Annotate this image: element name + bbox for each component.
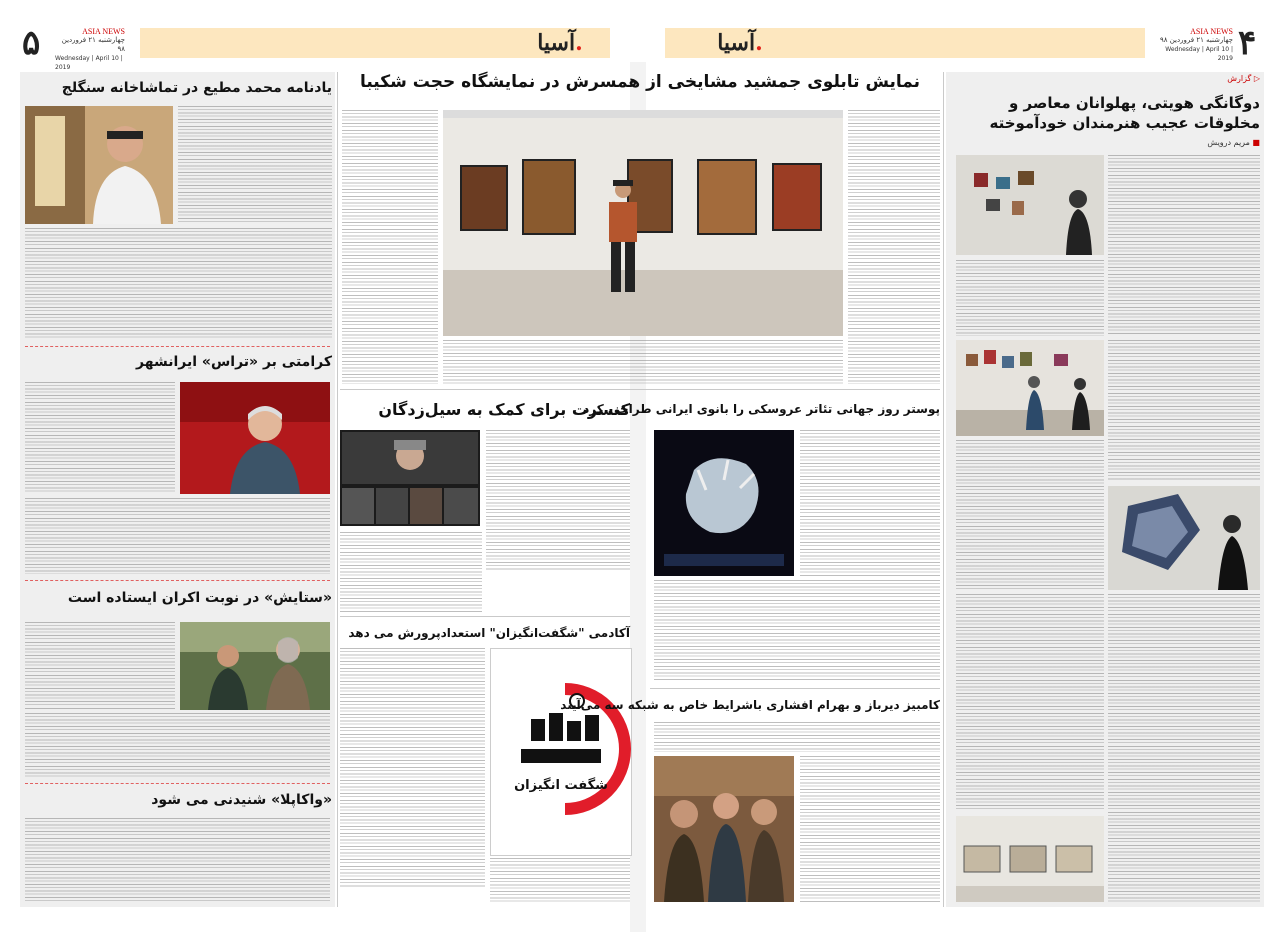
report-kicker: ▷ گزارش xyxy=(1227,74,1260,83)
kambiz-title: کامبیز دیرباز و بهرام افشاری باشرایط خاص به شبکه سه می‌آیند xyxy=(560,698,940,712)
poster-image xyxy=(654,430,794,576)
report-byline: ■ مریم درویش xyxy=(1207,138,1260,147)
report-body-2 xyxy=(956,260,1104,336)
concert-body-left xyxy=(340,532,482,612)
concert-body-right xyxy=(486,430,630,570)
divider xyxy=(25,580,330,581)
poster-title: پوستر روز جهانی تئاتر عروسکی را بانوی ایرانی طراحی کرد xyxy=(583,402,940,416)
poster-body-bottom xyxy=(654,580,940,680)
report-title-line-2: مخلوقات عجیب هنرمندان خودآموخته xyxy=(989,114,1260,132)
report-photo-4 xyxy=(956,816,1104,902)
academy-logo-image xyxy=(490,648,632,856)
left-page-number: ۵ xyxy=(22,23,41,63)
memorial-body-right xyxy=(178,106,332,224)
report-title-line-1: دوگانگی هویتی، پهلوانان معاصر و xyxy=(1008,94,1260,112)
column-separator xyxy=(943,72,944,907)
report-body-3 xyxy=(1108,340,1260,480)
memorial-title: یادنامه محمد مطیع در تماشاخانه سنگلج xyxy=(61,80,332,96)
academy-title: آکادمی "شگفت‌انگیزان" استعدادپرورش می دهد xyxy=(348,626,630,640)
kambiz-body-top xyxy=(654,722,940,752)
memorial-photo xyxy=(25,106,173,224)
mashayekhi-photo xyxy=(443,110,843,336)
column-separator xyxy=(337,72,338,907)
right-date-fa: چهارشنبه ۲۱ فروردین ۹۸ xyxy=(1159,36,1233,44)
vokapla-body xyxy=(25,818,330,902)
karamati-body-bottom xyxy=(25,498,330,574)
mashayekhi-col-right xyxy=(848,110,940,384)
divider xyxy=(25,783,330,784)
academy-body-under-logo xyxy=(490,858,630,902)
right-brand: ASIA NEWS xyxy=(1190,27,1233,36)
poster-body-right xyxy=(800,430,940,576)
report-body-4 xyxy=(956,440,1104,590)
vokapla-title: «واکاپلا» شنیدنی می شود xyxy=(151,792,332,808)
divider xyxy=(340,616,630,617)
setayesh-body-left xyxy=(25,622,175,710)
divider xyxy=(340,389,940,390)
right-date-en: Wednesday | April 10 | 2019 xyxy=(1165,46,1233,62)
right-page-number: ۴ xyxy=(1238,23,1257,63)
memorial-body-bottom xyxy=(25,228,332,340)
left-date-en: Wednesday | April 10 | 2019 xyxy=(55,55,123,71)
left-brand: ASIA NEWS xyxy=(82,27,125,36)
report-body-6 xyxy=(956,594,1104,810)
karamati-photo xyxy=(180,382,330,494)
karamati-body-left xyxy=(25,382,175,494)
left-logo: آسیا. xyxy=(537,30,583,56)
academy-logo-text: شگفت انگیزان xyxy=(514,778,608,793)
kambiz-body-right xyxy=(800,756,940,902)
divider xyxy=(25,346,330,347)
setayesh-body-bottom xyxy=(25,713,330,777)
concert-photo xyxy=(340,430,480,526)
setayesh-photo xyxy=(180,622,330,710)
report-body-1 xyxy=(1108,155,1260,335)
report-photo-2 xyxy=(956,340,1104,436)
mashayekhi-col-1 xyxy=(342,110,438,384)
mashayekhi-body-under-photo xyxy=(443,340,843,384)
setayesh-title: «ستایش» در نوبت اکران ایستاده است xyxy=(67,590,332,606)
divider xyxy=(650,688,940,689)
report-photo-3 xyxy=(1108,486,1260,590)
karamati-title: کرامتی بر «تراس» ایرانشهر xyxy=(136,354,332,370)
concert-title: کنسرت برای کمک به سیل‌زدگان xyxy=(378,400,630,419)
academy-body-left xyxy=(340,648,485,888)
left-date-fa: چهارشنبه ۲۱ فروردین ۹۸ xyxy=(61,36,125,53)
report-body-5 xyxy=(1108,594,1260,904)
kambiz-photo xyxy=(654,756,794,902)
right-logo: آسیا. xyxy=(717,30,763,56)
report-photo-1 xyxy=(956,155,1104,255)
mashayekhi-title: نمایش تابلوی جمشید مشایخی از همسرش در نمایشگاه حجت شکیبا xyxy=(359,72,921,92)
